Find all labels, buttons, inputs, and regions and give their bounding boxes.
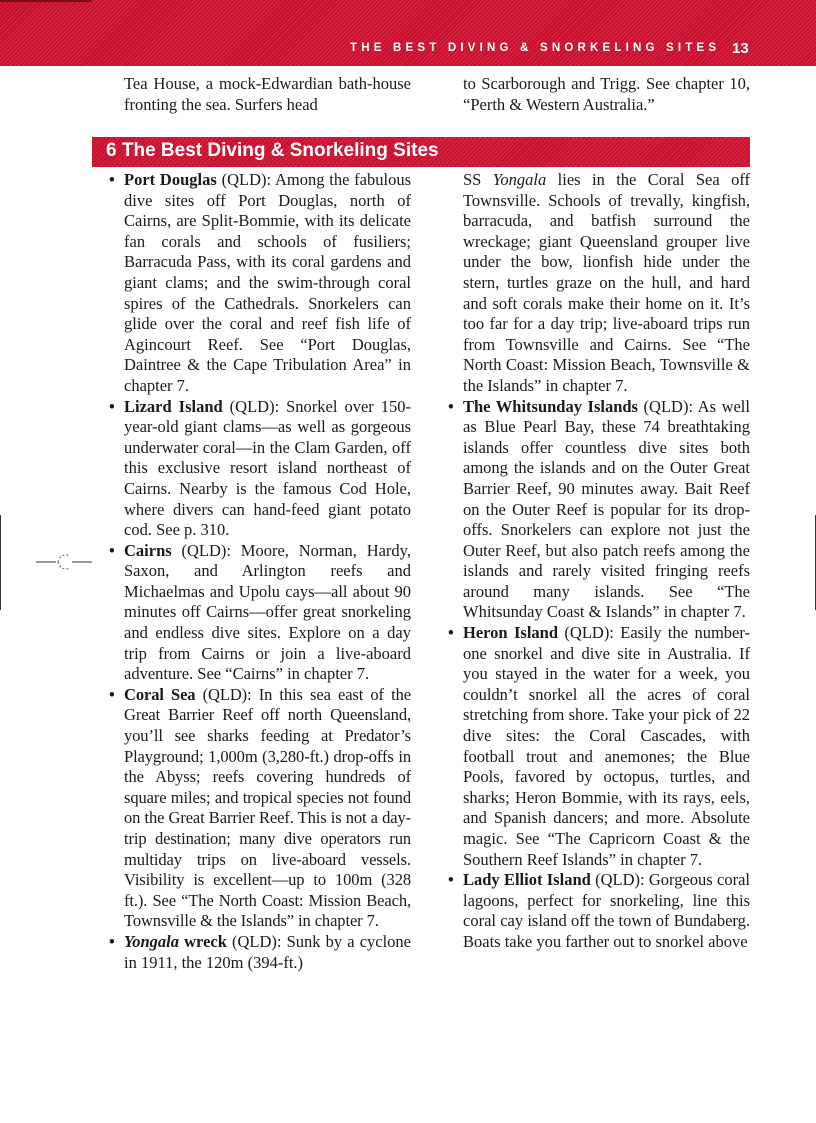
- left-column: [109, 170, 411, 973]
- site-name: wreck: [179, 931, 227, 951]
- list-item-whitsunday-islands: [448, 397, 750, 624]
- list-item-port-douglas: [109, 170, 411, 397]
- site-name: Port Douglas: [124, 170, 217, 189]
- site-description: (QLD): Moore, Norman, Hardy, Saxon, and Arlington reefs and Michaelmas and Upolu cays—all about 90 minutes off Cairns—offer great snorkeling and endless dive sites. Explore on a day trip from Cairns or join a live-aboard adventure. See “Cairns” in chapter 7.: [124, 540, 411, 684]
- site-description: (QLD): Sunk by a cyclone in 1911, the 120m (394-ft.): [124, 931, 412, 972]
- list-item-coral-sea: [109, 685, 411, 932]
- site-name: The Whitsunday Islands: [463, 396, 638, 416]
- registration-mark-icon: [36, 552, 92, 572]
- site-name: Heron Island: [463, 623, 559, 643]
- continuation-prefix: SS: [463, 170, 493, 189]
- site-description: (QLD): In this sea east of the Great Barrier Reef off north Queensland, you’ll see sharks feeding at Predator’s Playground; 1,000m (3,280-ft.) drop-offs in the Abyss; reefs covering hundreds of square miles; and tropical species not found on the Great Barrier Reef. This is not a day-trip destination; many dive operators run multiday trips on live-aboard vessels. Visibility is excellent—up to 100m (328 ft.). See “The North Coast: Mission Beach, Townsville & the Islands” in chapter 7.: [124, 684, 411, 931]
- section-number: 6: [106, 140, 117, 161]
- site-description: (QLD): Among the fabulous dive sites off Port Douglas, north of Cairns, are Split-Bommie, with its delicate fan corals and schools of fusiliers; Barracuda Pass, with its coral gardens and giant clams; and the swim-through coral spires of the Cathedrals. Snorkelers can glide over the coral and reef fish life of Agincourt Reef. See “Port Douglas, Daintree & the Cape Tribulation Area” in chapter 7.: [124, 170, 412, 395]
- top-text-right: [463, 74, 750, 115]
- list-item-yongala-wreck: [109, 932, 411, 973]
- section-heading: [106, 140, 439, 162]
- section-heading-bar: [92, 137, 750, 167]
- continuation-text: lies in the Coral Sea off Townsville. Schools of trevally, kingfish, barracuda, and batfish surround the wreckage; giant Queensland grouper live under the bow, lionfish hide under the stern, turtles graze on the hull, and hard and soft corals make their home on it. It’s too far for a day trip; live-aboard trips run from Townsville and Cairns. See “The North Coast: Mission Beach, Townsville & the Islands” in chapter 7.: [463, 170, 751, 395]
- site-description: (QLD): As well as Blue Pearl Bay, these 74 breathtaking islands offer countless dive sites both among the islands and on the Outer Great Barrier Reef, 90 minutes away. Bait Reef on the Outer Reef is popular for its drop-offs. Snorkelers can explore not just the Outer Reef, but also patch reefs among the islands and rarely visited fringing reefs around many islands. See “The Whitsunday Coast & Islands” in chapter 7.: [463, 396, 750, 622]
- site-name: Lady Elliot Island: [463, 870, 591, 890]
- header-corner-rule: [0, 0, 92, 2]
- site-name: Coral Sea: [124, 684, 196, 704]
- list-item-lady-elliot-island: [448, 870, 750, 952]
- yongala-continuation: [448, 170, 750, 397]
- right-column: [448, 170, 750, 953]
- site-description: (QLD): Easily the number-one snorkel and dive site in Australia. If you stayed in the water for a week, you couldn’t snorkel all the acres of coral stretching from shore. Take your pick of 22 dive sites: the Coral Cascades, with football trout and anemones; the Blue Pools, favored by octopus, turtles, and sharks; Heron Bommie, with its rays, eels, and Spanish dancers; and more. Absolute magic. See “The Capricorn Coast & the Southern Reef Islands” in chapter 7.: [463, 623, 751, 869]
- site-name-italic: Yongala: [124, 931, 180, 951]
- site-name: Lizard Island: [124, 396, 223, 416]
- page-number: 13: [732, 40, 749, 57]
- section-title: The Best Diving & Snorkeling Sites: [121, 140, 439, 161]
- list-item-heron-island: [448, 623, 750, 870]
- site-description: (QLD): Gorgeous coral lagoons, perfect for snorkeling, line this coral cay island off the town of Bundaberg. Boats take you farther out to snorkel above: [463, 870, 750, 951]
- header-band: [0, 0, 816, 66]
- dive-site-list-right: [448, 397, 750, 953]
- list-item-cairns: [109, 541, 411, 685]
- top-paragraph-right: to Scarborough and Trigg. See chapter 10, “Perth & Western Australia.”: [463, 74, 750, 114]
- site-name: Cairns: [124, 540, 172, 560]
- top-text-left: [124, 74, 411, 115]
- ship-name-italic: Yongala: [492, 170, 547, 189]
- dive-site-list-left: [109, 170, 411, 973]
- list-item-lizard-island: [109, 397, 411, 541]
- site-description: (QLD): Snorkel over 150-year-old giant clams—as well as gorgeous underwater coral—in the Clam Garden, off this exclusive resort island northeast of Cairns. Nearby is the famous Cod Hole, where divers can hand-feed giant potato cod. See p. 310.: [124, 396, 411, 540]
- crop-mark-left: [0, 515, 1, 610]
- top-paragraph-left: Tea House, a mock-Edwardian bath-house fronting the sea. Surfers head: [124, 74, 411, 114]
- running-head: THE BEST DIVING & SNORKELING SITES: [350, 42, 721, 54]
